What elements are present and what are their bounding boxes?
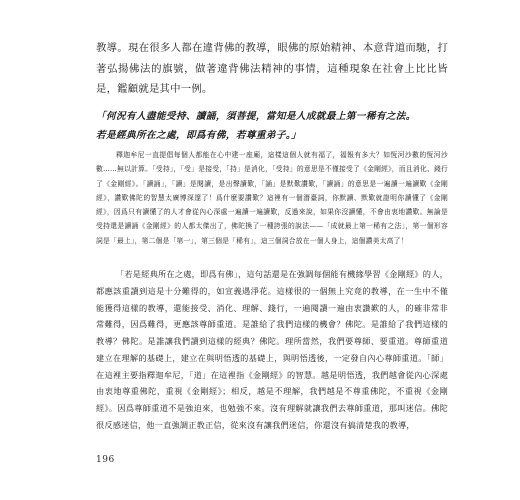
paragraph-2: 釋迦牟尼一直提倡每個人都能在心中建一座廟，這樣這個人就有福了，福報有多大？如恆河沙數的恆河沙數……無以計算。「受持」，「受」是接受，「持」是消化，「受持」的意思是不僅接受了《金剛經》，而且消化、錢行了《金剛經》。「讀誦」，「讀」是閱讀，是出聲讀歎，「誦」是默歎讚歎，「讀誦」的意思是一遍讀一遍讀歎《金剛經》，讚歎佛陀的智慧太廣博深邃了！爲什麼要讚歎？這裡有一個潛臺詞，你默讀、默歎就證明你讀懂了《金剛經》，因爲只有讀懂了的人才會從內心深處一遍讀一遍讀歎，反過來說，如果你沒讀懂，不會由衷地讚歎。無論是受持還是讀誦《金剛經》的人都太傑出了，佛陀換了一種誇張的說法——「成就最上第一稀有之法」，第一個形容詞是「最上」，第二個是「第一」，第三個是「稀有」，這三個詞合放在一個人身上，這個讚美太高了！ xyxy=(96,151,448,245)
quote-line-1: 「何況有人盡能受持、讀誦，須菩提，當知是人成就最上第一稀有之法。 xyxy=(96,111,416,122)
quote-line-2: 若是經典所在之處，即爲有佛，若尊重弟子。」 xyxy=(96,130,302,141)
paragraph-3: 「若是經典所在之處，即爲有佛」，這句話還是在強調每個能有機緣學習《金剛經》的人，都應該重讀到這是十分難得的，如宣義遇淨花。這樣很的一個無上究竟的教導，在一生中不僅能獲得這樣的教導，還能接受、消化、理解、錢行，一遍閱讀一遍由衷讚歎的人，的確非常非常難得，因爲難得，更應該尊師重道。是誰給了我們這樣的機會？佛陀。是誰給了我們這樣的教導？佛陀。是誰讓我們讀到這樣的經典？佛陀。理所當然，我們要尊師、要重道。尊師重道建立在理解的基礎上，建立在與明悟透的基礎上，與明悟透後，一定發自內心尊師重道。「師」在這裡主要指釋迦牟尼，「道」在這裡指《金剛經》的智慧。越是明悟透，我們越會從內心深處由衷地尊重佛陀，重視《金剛經》；相反，越是不理解，我們越是不尊重佛陀，不重視《金剛經》。因爲尊師重道不是強迫來，也勉強不來。沒有理解就讓我們去尊師重道，那叫迷信。佛陀很反感迷信，他一直強調正教正信，從來沒有讓我們迷信，你還沒有搞清楚我的教導， xyxy=(96,269,448,430)
page-number: 196 xyxy=(96,455,115,465)
paragraph-1: 教導。現在很多人都在違背佛的教導，眼佛的原始精神、本意背道而馳，打著弘揚佛法的旗號，做著違背佛法精神的事情，這種現象在社會上比比皆是，鑑顧就是其中一例。 xyxy=(96,42,448,96)
